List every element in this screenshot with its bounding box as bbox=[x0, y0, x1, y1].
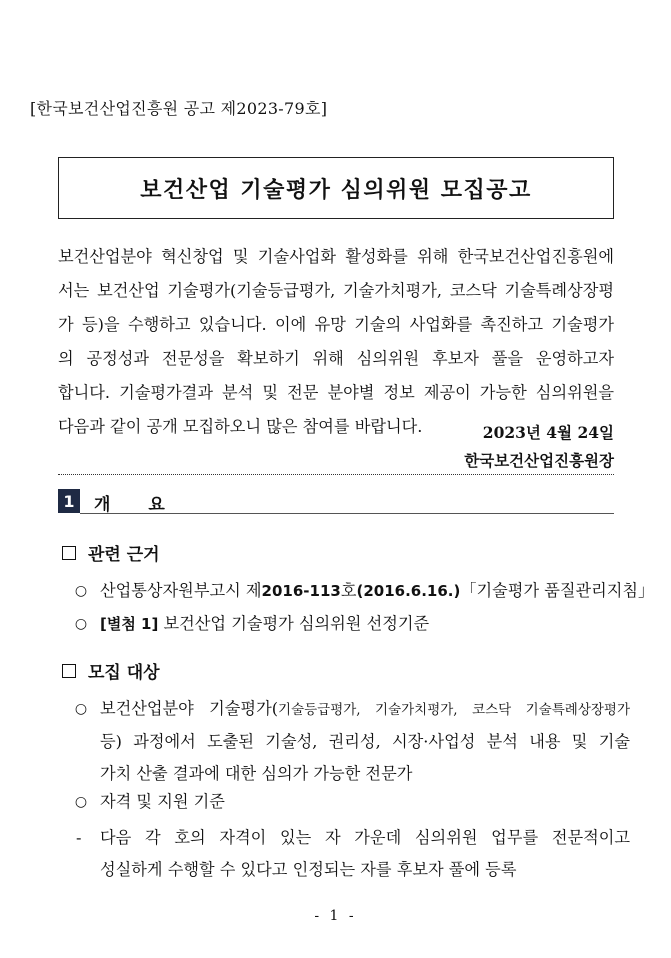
circle-bullet-icon: ○ bbox=[74, 701, 88, 717]
issuer-name: 한국보건산업진흥원장 bbox=[464, 451, 614, 470]
subheading-label: 모집 대상 bbox=[88, 663, 160, 683]
circle-bullet-icon: ○ bbox=[74, 616, 88, 632]
target-text: 가치 산출 결과에 대한 심의가 가능한 전문가 bbox=[100, 764, 413, 783]
criteria-text: 자격 및 지원 기준 bbox=[100, 792, 225, 811]
title-box bbox=[58, 157, 614, 219]
section-underline bbox=[80, 513, 614, 514]
notice-date: 2023년 4월 24일 bbox=[482, 423, 614, 442]
basis-guideline: 「기술평가 품질관리지침」 bbox=[460, 581, 655, 600]
subheading-label: 관련 근거 bbox=[88, 545, 160, 565]
subheading-basis bbox=[62, 540, 160, 565]
basis-number: 2016-113 bbox=[261, 582, 341, 600]
intro-line: 보건산업분야 혁신창업 및 기술사업화 활성화를 위해 한국보건산업진흥원에 bbox=[58, 247, 614, 266]
intro-paragraph bbox=[58, 240, 614, 444]
checkbox-icon bbox=[62, 546, 76, 560]
basis-date: (2016.6.16.) bbox=[356, 582, 461, 600]
circle-bullet-icon: ○ bbox=[74, 794, 88, 810]
notice-number: [한국보건산업진흥원 공고 제2023-79호] bbox=[30, 99, 328, 118]
section-title: 개 요 bbox=[94, 495, 181, 515]
intro-line: 다음과 같이 공개 모집하오니 많은 참여를 바랍니다. bbox=[58, 417, 423, 436]
target-small-text: 기술등급평가, 기술가치평가, 코스닥 기술특례상장평가 bbox=[278, 702, 630, 718]
basis-text: 산업통상자원부고시 제 bbox=[100, 581, 262, 600]
criteria-detail: 다음 각 호의 자격이 있는 자 가운데 심의위원 업무를 전문적이고 bbox=[100, 828, 630, 847]
section-header bbox=[58, 489, 614, 515]
checkbox-icon bbox=[62, 664, 76, 678]
intro-line: 합니다. 기술평가결과 분석 및 전문 분야별 정보 제공이 가능한 심의위원을 bbox=[58, 383, 614, 402]
dotted-divider bbox=[58, 474, 614, 475]
attachment-text: 보건산업 기술평가 심의위원 선정기준 bbox=[158, 614, 430, 633]
intro-line: 가 등)을 수행하고 있습니다. 이에 유망 기술의 사업화를 촉진하고 기술평가 bbox=[58, 315, 614, 334]
target-text: 보건산업분야 기술평가( bbox=[100, 699, 279, 718]
target-text: 등) 과정에서 도출된 기술성, 권리성, 시장·사업성 분석 내용 및 기술 bbox=[100, 732, 630, 751]
section-number: 1 bbox=[58, 489, 80, 513]
attachment-label: [별첨 1] bbox=[100, 615, 159, 633]
intro-line: 서는 보건산업 기술평가(기술등급평가, 기술가치평가, 코스닥 기술특례상장평 bbox=[58, 281, 614, 300]
circle-bullet-icon: ○ bbox=[74, 583, 88, 599]
subheading-target bbox=[62, 658, 160, 683]
dash-icon: - bbox=[76, 828, 82, 847]
page-number: - 1 - bbox=[314, 908, 357, 924]
basis-text: 호 bbox=[340, 581, 357, 600]
intro-line: 의 공정성과 전문성을 확보하기 위해 심의위원 후보자 풀을 운영하고자 bbox=[58, 349, 614, 368]
criteria-detail: 성실하게 수행할 수 있다고 인정되는 자를 후보자 풀에 등록 bbox=[100, 860, 517, 879]
document-title: 보건산업 기술평가 심의위원 모집공고 bbox=[140, 177, 532, 203]
